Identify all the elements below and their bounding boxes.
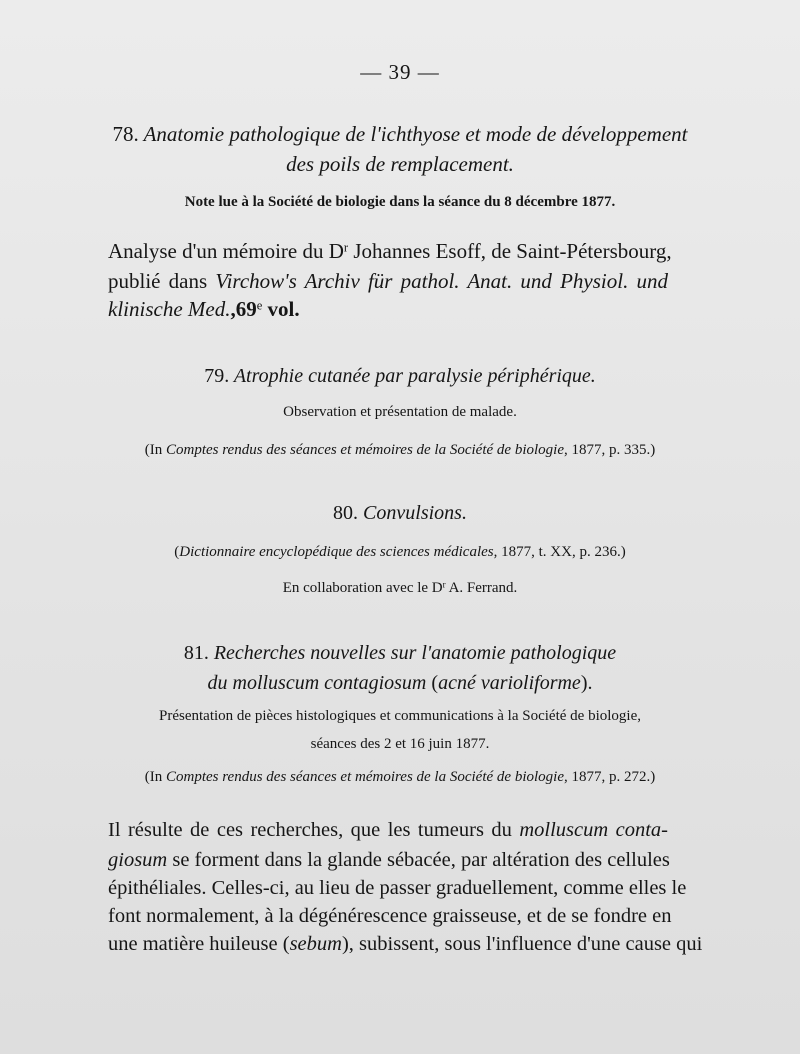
entry-81-presentation-line2: séances des 2 et 16 juin 1877. (310, 736, 490, 752)
ref-text: , 1877, p. 272.) (563, 769, 656, 785)
body-line-1 (108, 820, 668, 841)
entry-81-number: 81. (183, 642, 209, 664)
body-italic: molluscum conta- (519, 819, 669, 841)
analysis-text: Analyse d'un mémoire du D (108, 239, 344, 263)
body-italic: sebum (289, 933, 342, 955)
entry-78-note: Note lue à la Société de biologie dans la séance du 8 décembre 1877. (184, 194, 616, 210)
body-line-4: font normalement, à la dégénérescence graisseuse, et de se fondre en (108, 905, 672, 927)
ref-text: , 1877, t. XX, p. 236.) (493, 544, 626, 560)
analysis-journal: Virchow's Archiv für pathol. Anat. und Physiol. und (215, 269, 668, 293)
entry-80-title-text: Convulsions. (363, 502, 467, 524)
body-text: une matière huileuse ( (108, 933, 290, 955)
body-text: Il résulte de ces recherches, que les tumeurs du (108, 819, 520, 841)
analysis-sup: r (343, 240, 349, 255)
title-paren: ). (580, 672, 593, 694)
entry-78-analysis-line1 (108, 239, 672, 263)
analysis-sup: e (256, 298, 263, 313)
entry-79-number: 79. (204, 365, 230, 387)
analysis-text: Johannes Esoff, de Saint-Pétersbourg, (348, 239, 672, 263)
ref-text: (In (144, 442, 167, 458)
ref-journal: Comptes rendus des séances et mémoires de la Société de biologie (166, 769, 564, 785)
ref-text: , 1877, p. 335.) (563, 442, 656, 458)
entry-81-title-line2 (0, 673, 800, 693)
entry-78-number: 78. (112, 122, 139, 146)
entry-78-title-text: Anatomie pathologique de l'ichthyose et mode de développement (143, 122, 688, 146)
ref-text: (In (144, 769, 167, 785)
analysis-text: publié dans (108, 269, 216, 293)
body-italic: giosum (108, 849, 168, 871)
ref-journal: Comptes rendus des séances et mémoires de la Société de biologie (166, 442, 564, 458)
body-line-2 (108, 850, 668, 871)
body-text: se forment dans la glande sébacée, par altération des cellules (167, 849, 670, 871)
title-text: du molluscum contagiosum (207, 672, 427, 694)
body-text: ), subissent, sous l'influence d'une cause qui (341, 933, 703, 955)
entry-79-reference (0, 443, 800, 458)
entry-79-title-text: Atrophie cutanée par paralysie périphérique. (233, 365, 596, 387)
entry-78-analysis-line3 (108, 299, 300, 320)
entry-79-title (0, 366, 800, 386)
entry-80-title (0, 503, 800, 523)
entry-80-reference (0, 545, 800, 560)
body-line-5 (108, 933, 703, 955)
ref-text: ( (174, 544, 180, 560)
page-number: — 39 — (360, 60, 440, 84)
entry-78-analysis-line2 (108, 271, 668, 292)
entry-81-reference (0, 770, 800, 785)
entry-81-title-line1 (0, 643, 800, 663)
entry-79-subtitle: Observation et présentation de malade. (283, 404, 517, 420)
entry-81-presentation-line1: Présentation de pièces histologiques et communications à la Société de biologie, (159, 708, 641, 724)
analysis-journal: klinische Med. (108, 297, 231, 321)
collab-text: En collaboration avec le D (282, 580, 443, 596)
collab-text: A. Ferrand. (445, 580, 518, 596)
collab-sup: r (442, 579, 446, 590)
analysis-volume: ,69 (230, 297, 257, 321)
analysis-volume: vol. (262, 297, 300, 321)
entry-80-number: 80. (333, 502, 359, 524)
entry-78-title-line1 (0, 124, 800, 145)
entry-78-title-line2: des poils de remplacement. (286, 152, 514, 176)
body-line-3: épithéliales. Celles-ci, au lieu de passer graduellement, comme elles le (108, 877, 687, 899)
ref-journal: Dictionnaire encyclopédique des sciences médicales (179, 544, 494, 560)
title-text: acné varioliforme (438, 672, 581, 694)
entry-81-title-text: Recherches nouvelles sur l'anatomie pathologique (213, 642, 617, 664)
title-paren: ( (426, 672, 439, 694)
entry-80-collaboration (0, 581, 800, 596)
